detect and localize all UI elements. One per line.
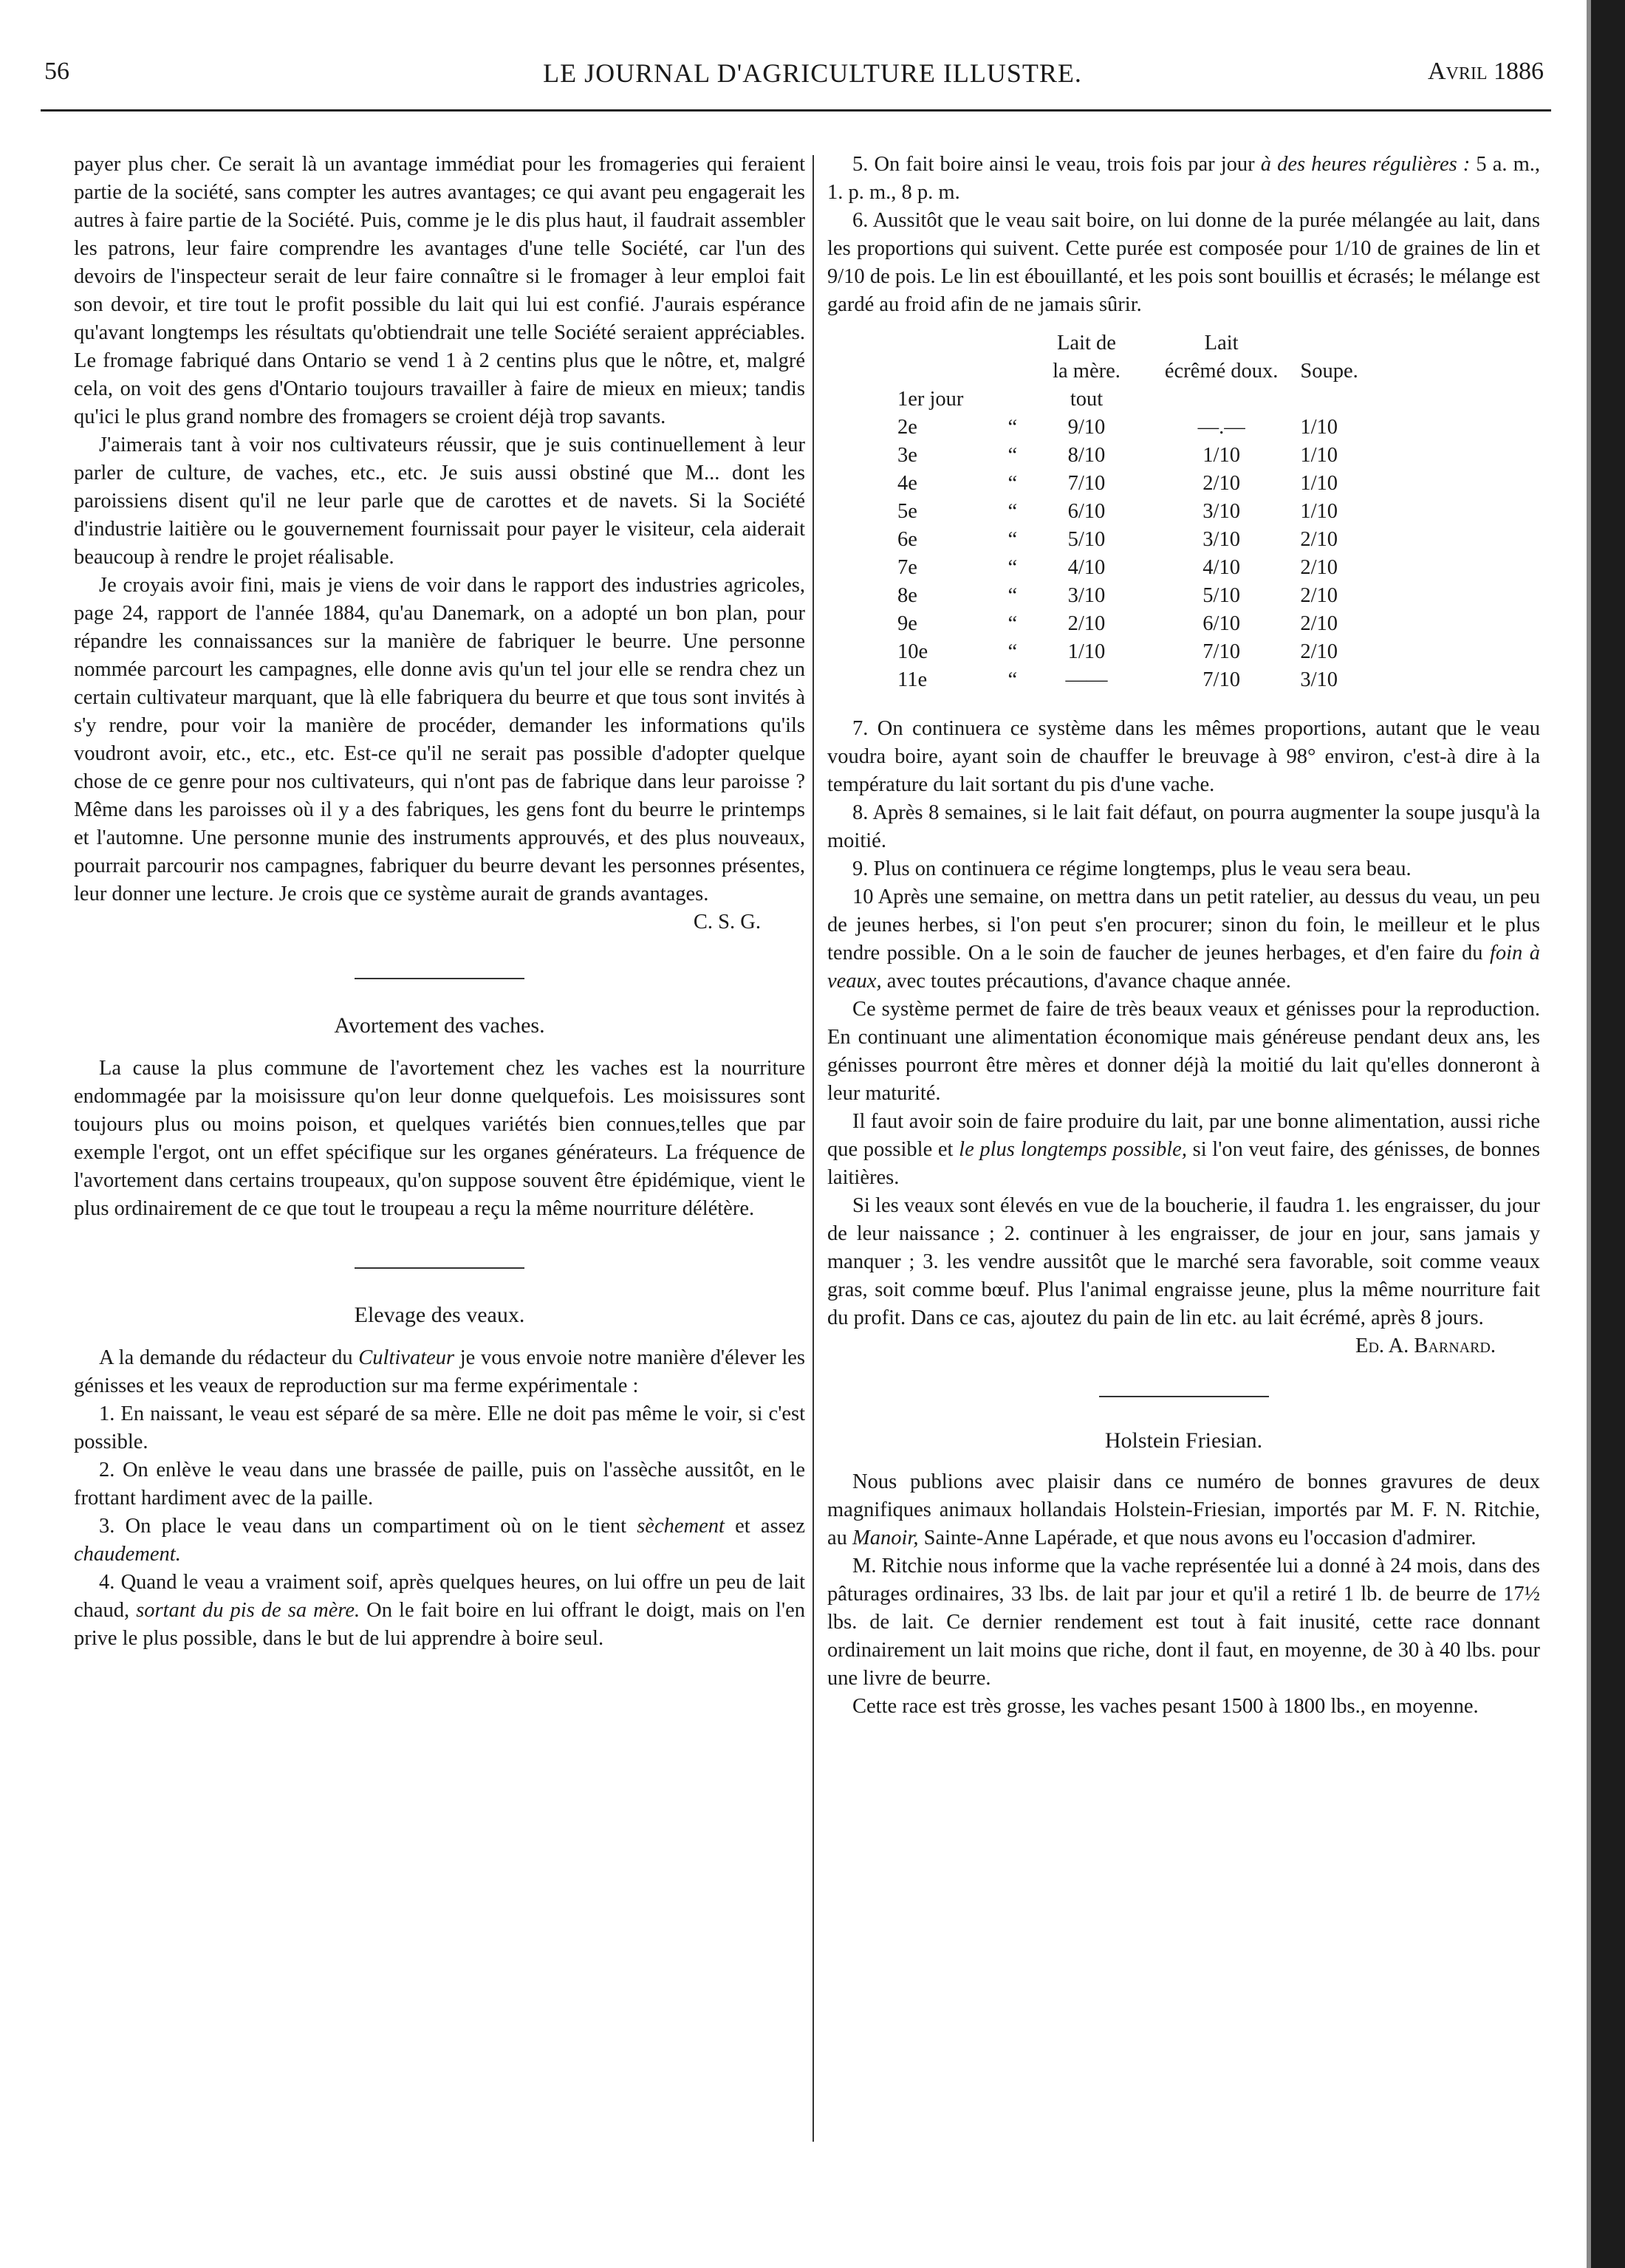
header-rule (41, 109, 1551, 112)
elevage-item-10: 10 Après une semaine, on mettra dans un petit ratelier, au dessus du veau, un peu de jeunes herbes, si l'on peut s'en procurer; sinon du foin, le meilleur et le plus tendre possible. On a le soin de faucher de jeunes herbages, et d'en faire du foin à veaux, avec toutes précautions, d'avance chaque année. (827, 885, 1540, 993)
journal-title: LE JOURNAL D'AGRICULTURE ILLUSTRE. (543, 58, 1082, 88)
table-row: 9e “ 2/10 6/10 2/10 (897, 612, 1338, 635)
elevage-intro: A la demande du rédacteur du Cultivateur je vous envoie notre manière d'élever les génisses et les veaux de reproduction sur ma ferme expérimentale : (74, 1346, 805, 1397)
page-header (0, 58, 1625, 102)
holstein-paragraph: Nous publions avec plaisir dans ce numéro de bonnes gravures de deux magnifiques animaux hollandais Holstein-Friesian, importés par M. F. N. Ritchie, au Manoir, Sainte-Anne Lapérade, et que nous avons eu l'occasion d'admirer. (827, 1470, 1540, 1549)
left-column (74, 151, 805, 1653)
elevage-item-9: 9. Plus on continuera ce régime longtemps, plus le veau sera beau. (852, 857, 1412, 880)
issue-date: Avril 1886 (1427, 58, 1544, 85)
table-row: 2e “ 9/10 —.— 1/10 (897, 416, 1338, 439)
article-paragraph: J'aimerais tant à voir nos cultivateurs réussir, que je suis continuellement à leur parler de culture, de vaches, etc., etc. Je suis aussi obstiné que M... dont les paroissiens disent qu'il ne leur parle que de carottes et de navets. Si la Société d'industrie laitière ou le gouvernement fournissait pour payer le visiteur, cela aiderait beaucoup à rendre le projet réalisable. (74, 434, 805, 569)
elevage-item-3: 3. On place le veau dans un compartiment où on le tient sèchement et assez chaudement. (74, 1515, 806, 1566)
elevage-item-2: 2. On enlève le veau dans une brassée de paille, puis on l'assèche aussitôt, en le frottant hardiment avec de la paille. (74, 1459, 805, 1510)
table-row: 5e “ 6/10 3/10 1/10 (897, 500, 1338, 523)
table-header-row: Lait de Lait (1057, 332, 1239, 354)
elevage-signature: Ed. A. Barnard. (1355, 1335, 1496, 1357)
table-row: 6e “ 5/10 3/10 2/10 (897, 528, 1338, 551)
article-paragraph: Je croyais avoir fini, mais je viens de voir dans le rapport des industries agricoles, page 24, rapport de l'année 1884, qu'au Danemark, on a adopté un bon plan, pour répandre les connaissances sur la manière de fabriquer le beurre. Une personne nommée parcourt les campagnes, elle donne avis qu'un tel jour elle se rendra chez un certain cultivateur marquant, que là elle fabriquera du beurre et que tous sont invités à s'y rendre, pour voir la manière de procéder, demander les informations qu'ils voudront avoir, etc., etc., etc. Est-ce qu'il ne serait pas possible d'adopter quelque chose de ce genre pour nos cultivateurs, qui n'ont pas de fabrique dans leur paroisse ? Même dans les paroisses où il y a des fabriques, les gens font du beurre le printemps et l'automne. Une personne munie des instruments approuvés, et des plus nouveaux, pourrait parcourir nos campagnes, fabriquer du beurre devant les personnes présentes, leur donner une lecture. Je crois que ce système aurait de grands avantages. (74, 574, 805, 905)
table-row: 8e “ 3/10 5/10 2/10 (897, 584, 1338, 607)
elevage-paragraph: Ce système permet de faire de très beaux veaux et génisses pour la reproduction. En continuant une alimentation économique mais généreuse pendant deux ans, les génisses pourront être mères et donner déjà la moitié du lait qu'elles donneront à leur maturité. (827, 998, 1540, 1105)
section-title-avortement: Avortement des vaches. (334, 1013, 545, 1038)
table-row: 10e “ 1/10 7/10 2/10 (897, 640, 1338, 663)
table-row: 4e “ 7/10 2/10 1/10 (897, 472, 1338, 495)
scan-edge-line (1587, 0, 1591, 2268)
feeding-table (897, 329, 1372, 694)
table-row: 3e “ 8/10 1/10 1/10 (897, 444, 1338, 467)
holstein-paragraph: Cette race est très grosse, les vaches pesant 1500 à 1800 lbs., en moyenne. (852, 1695, 1479, 1718)
elevage-item-5: 5. On fait boire ainsi le veau, trois fois par jour à des heures régulières : 5 a. m., 1. p. m., 8 p. m. (827, 153, 1540, 204)
elevage-paragraph: Si les veaux sont élevés en vue de la boucherie, il faudra 1. les engraisser, du jour de leur naissance ; 2. continuer à les engraisser, de jour en jour, sans jamais y manquer ; 3. les vendre aussitôt que le marché sera favorable, soit comme veaux gras, soit comme bœuf. Plus l'animal engraisse jeune, plus la même nourriture fait du profit. Dans ce cas, ajoutez du pain de lin etc. au lait écrémé, après 8 jours. (827, 1194, 1540, 1329)
table-row: 11e “ —— 7/10 3/10 (897, 668, 1338, 691)
elevage-item-8: 8. Après 8 semaines, si le lait fait défaut, on pourra augmenter la soupe jusqu'à la moitié. (827, 801, 1540, 852)
holstein-paragraph: M. Ritchie nous informe que la vache représentée lui a donné à 24 mois, dans des pâturages ordinaires, 33 lbs. de lait par jour et qu'il a retiré 1 lb. de beurre de 17½ lbs. de lait. Ce dernier rendement est tout à fait inusité, cette race donnant ordinairement un lait moins que riche, dont il faut, en moyenne, de 30 à 40 lbs. pour une livre de beurre. (827, 1555, 1540, 1690)
elevage-item-1: 1. En naissant, le veau est séparé de sa mère. Elle ne doit pas même le voir, si c'est possible. (74, 1402, 805, 1453)
elevage-item-4: 4. Quand le veau a vraiment soif, après quelques heures, on lui offre un peu de lait chaud, sortant du pis de sa mère. On le fait boire en lui offrant le doigt, mais on l'en prive le plus possible, dans le but de lui apprendre à boire seul. (74, 1571, 805, 1650)
article-continuation: payer plus cher. Ce serait là un avantage immédiat pour les fromageries qui feraient partie de la société, sans compter les autres avantages; ce qui avant peu engagerait les autres à faire partie de la Société. Puis, comme je le dis plus haut, il faudrait assembler les patrons, leur faire comprendre les avantages d'une telle Société, car l'un des devoirs de l'inspecteur serait de leur faire connaître si le fromager à leur emploi fait son devoir, et tire tout le profit possible du lait qui lui est confié. J'aurais espérance qu'avant longtemps les résultats qu'obtiendrait une telle Société seraient appréciables. Le fromage fabriqué dans Ontario se vend 1 à 2 centins plus que le nôtre, et, malgré cela, on voit des gens d'Ontario toujours travailler à faire de mieux en mieux; tandis qu'ici le plus grand nombre des fromagers se croient déjà trop savants. (74, 153, 805, 428)
elevage-paragraph: Il faut avoir soin de faire produire du lait, par une bonne alimentation, aussi riche que possible et le plus longtemps possible, si l'on veut faire, des génisses, de bonnes laitières. (827, 1110, 1541, 1189)
right-column (827, 151, 1540, 1721)
page-number: 56 (44, 58, 69, 85)
section-title-elevage: Elevage des veaux. (354, 1303, 525, 1327)
section-title-holstein: Holstein Friesian. (1104, 1428, 1263, 1453)
article-signature: C. S. G. (693, 911, 761, 933)
elevage-item-6: 6. Aussitôt que le veau sait boire, on lui donne de la purée mélangée au lait, dans les proportions qui suivent. Cette purée est composée pour 1/10 de graines de lin et 9/10 de pois. Le lin est ébouillanté, et les pois sont bouillis et écrasés; le mélange est gardé au froid afin de ne jamais sûrir. (827, 209, 1540, 316)
table-row: 1er jour tout (897, 388, 1104, 411)
table-header-row: la mère. écrêmé doux. Soupe. (1053, 360, 1358, 383)
column-divider (812, 155, 814, 2142)
elevage-item-7: 7. On continuera ce système dans les mêmes proportions, autant que le veau voudra boire, ayant soin de chauffer le breuvage à 98° environ, c'est-à dire à la température du lait sortant du pis d'une vache. (827, 717, 1540, 796)
avortement-text: La cause la plus commune de l'avortement chez les vaches est la nourriture endommagée par la moisissure qu'on leur donne quelquefois. Les moisissures sont toujours plus ou moins poison, et quelques variétés bien connues,telles que par exemple l'ergot, ont un effet spécifique sur les organes générateurs. La fréquence de l'avortement dans certains troupeaux, qu'on suppose souvent être épidémique, vient le plus ordinairement de ce que tout le troupeau a reçu la même nourriture délétère. (74, 1057, 805, 1220)
scan-edge (1591, 0, 1625, 2268)
table-row: 7e “ 4/10 4/10 2/10 (897, 556, 1338, 579)
